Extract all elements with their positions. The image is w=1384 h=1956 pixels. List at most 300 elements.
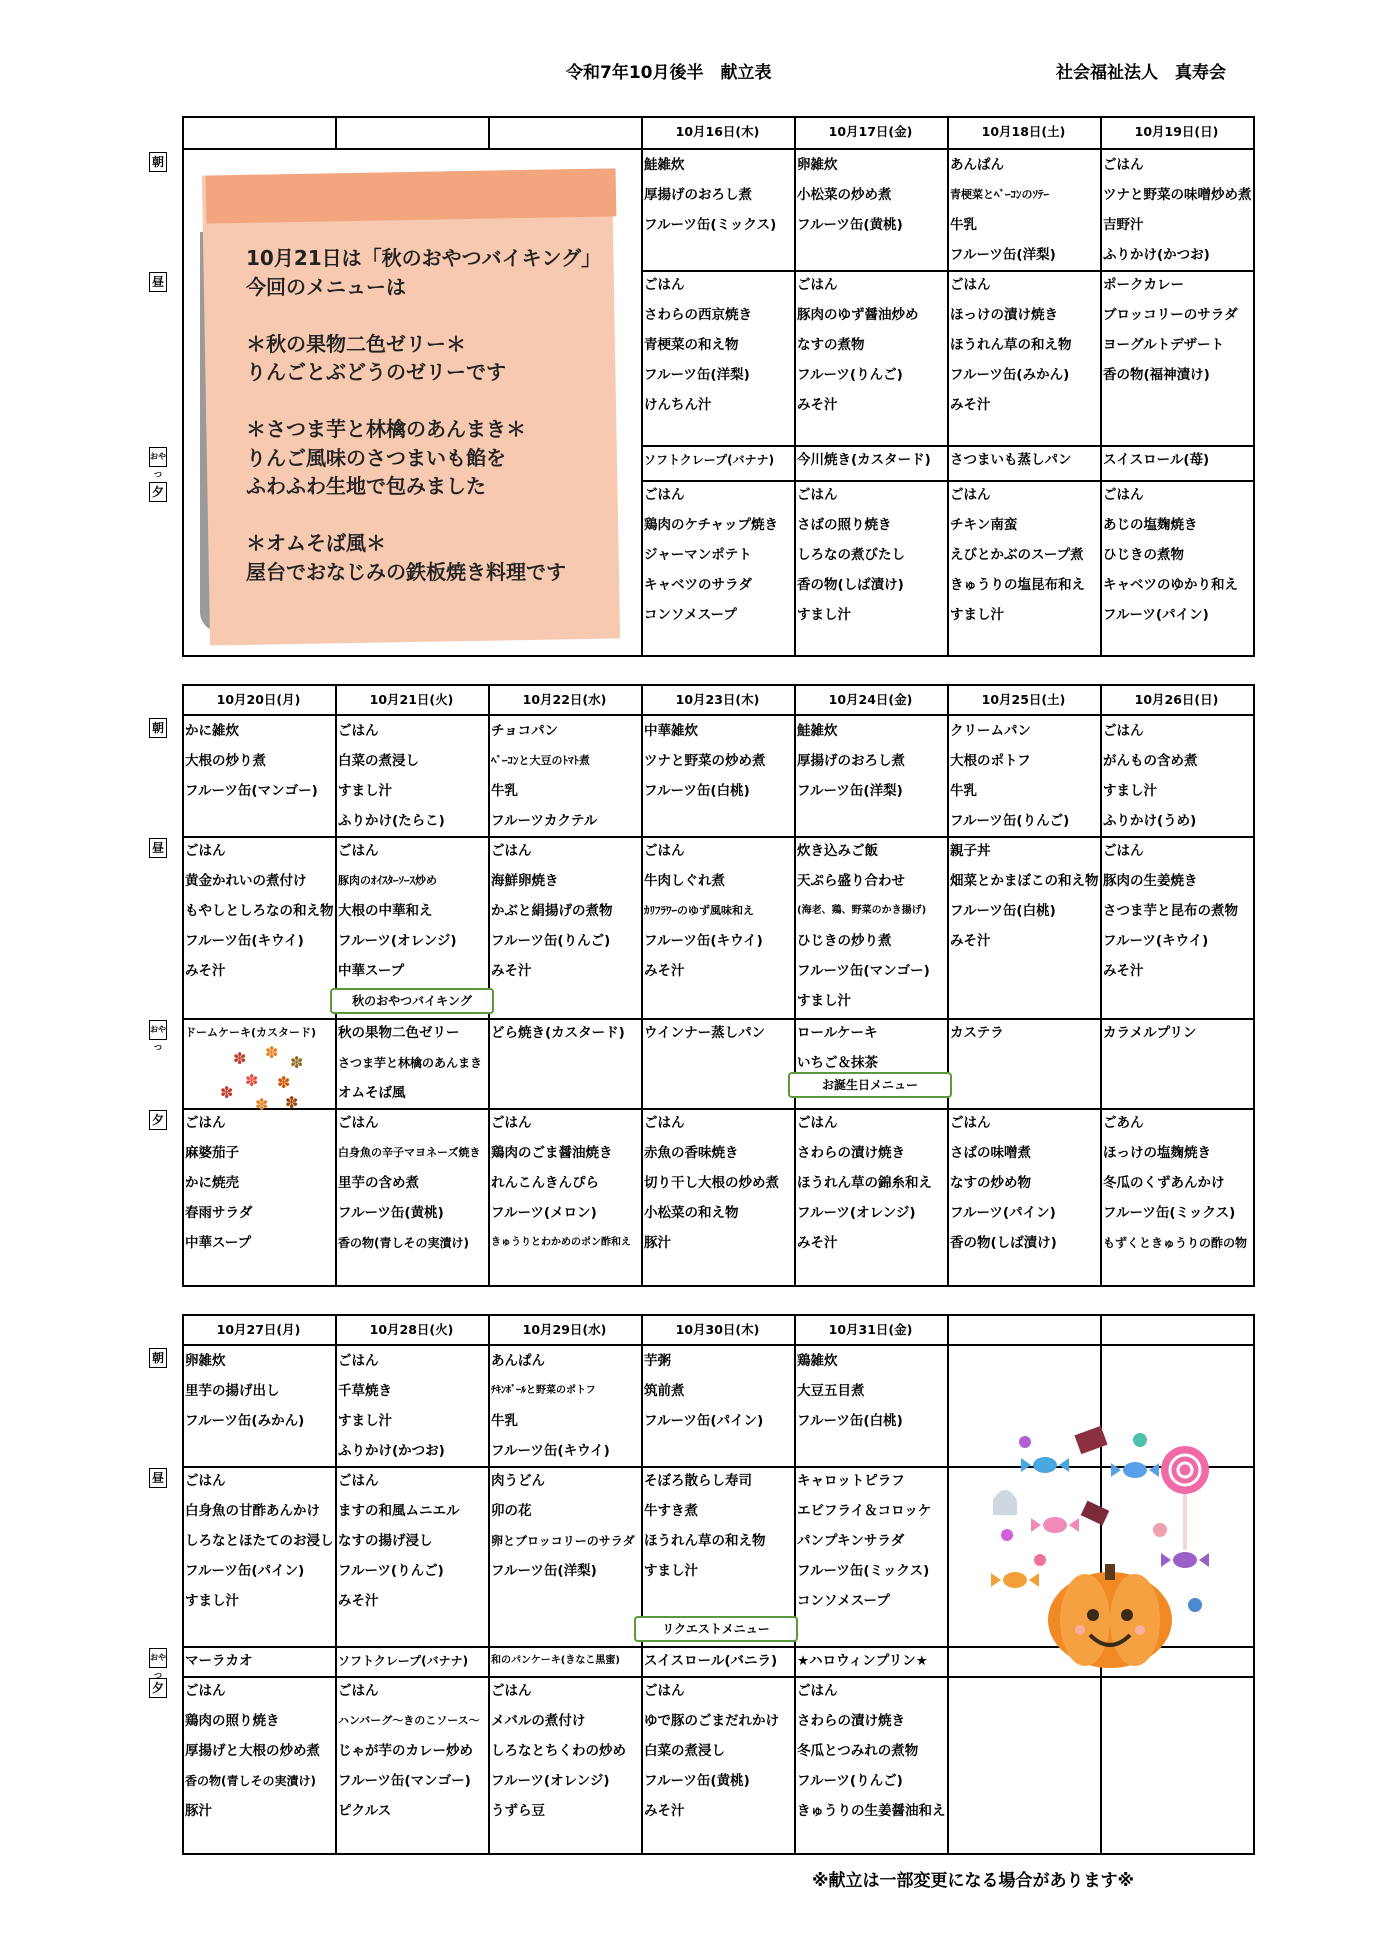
menu-item: ゆで豚のごまだれかけ (644, 1713, 779, 1729)
organization-name: 社会福祉法人 真寿会 (1056, 63, 1226, 83)
menu-item: ヨーグルトデザート (1103, 337, 1225, 353)
row-label-breakfast: 朝 (149, 1348, 167, 1368)
menu-item: オムそば風 (338, 1085, 406, 1101)
menu-item: さつま芋と林檎のあんまき (338, 1056, 483, 1070)
menu-item: エビフライ＆コロッケ (797, 1503, 932, 1519)
lunch-cell (644, 836, 794, 986)
grid-line (335, 684, 337, 1285)
menu-item: みそ汁 (185, 963, 226, 979)
svg-text:✽: ✽ (290, 1053, 304, 1072)
menu-item: ひじきの炒り煮 (797, 933, 892, 949)
menu-item: ハンバーグ～きのこソース～ (338, 1714, 480, 1727)
menu-item: 中華スープ (338, 963, 405, 979)
menu-item: ごはん (491, 1115, 532, 1131)
menu-item: みそ汁 (338, 1593, 379, 1609)
menu-item: ソフトクレープ(バナナ) (644, 453, 775, 467)
row-label-breakfast: 朝 (149, 718, 167, 738)
menu-item: フルーツ缶(りんご) (491, 933, 611, 949)
menu-item: 今川焼き(カスタード) (797, 452, 931, 468)
dinner-cell (644, 480, 794, 630)
menu-item: ピクルス (338, 1803, 392, 1819)
menu-item: ごはん (185, 843, 226, 859)
snack-cell (491, 1018, 641, 1048)
menu-item: 親子丼 (950, 843, 991, 859)
memo-line: りんごとぶどうのゼリーです (246, 360, 506, 384)
menu-item: 白菜の煮浸し (644, 1743, 725, 1759)
row-label-dinner: 夕 (149, 482, 167, 502)
menu-item: フルーツ缶(洋梨) (950, 247, 1056, 263)
row-label-dinner: 夕 (149, 1678, 167, 1698)
day-header: 10月30日(木) (675, 1322, 760, 1337)
menu-item: ごはん (1103, 723, 1144, 739)
menu-item: フルーツ缶(みかん) (950, 367, 1070, 383)
memo-line (246, 387, 601, 416)
menu-item: 豚肉のｵｲｽﾀｰｿｰｽ炒め (338, 874, 437, 887)
menu-item: フルーツ缶(キウイ) (491, 1443, 610, 1459)
lunch-cell (644, 1466, 794, 1586)
menu-item: 大豆五目煮 (797, 1383, 865, 1399)
halloween-candy-illustration (985, 1400, 1225, 1670)
menu-item: フルーツ缶(洋梨) (797, 783, 903, 799)
day-header: 10月17日(金) (828, 124, 913, 139)
menu-item: 豚汁 (644, 1235, 671, 1251)
menu-item: チキン南蛮 (950, 517, 1018, 533)
menu-item: みそ汁 (644, 1803, 685, 1819)
menu-item: なすの炒め物 (950, 1175, 1031, 1191)
menu-item: 牛乳 (491, 1413, 518, 1429)
menu-item: フルーツ缶(マンゴー) (338, 1773, 471, 1789)
menu-item: ツナと野菜の味噌炒め煮 (1103, 187, 1252, 203)
ghost-candy-icon (993, 1490, 1017, 1515)
grid-line (794, 1314, 796, 1853)
day-header: 10月24日(金) (828, 692, 913, 707)
dinner-cell (185, 1676, 335, 1826)
menu-item: 青梗菜とﾍﾞｰｺﾝのｿﾃｰ (950, 188, 1049, 201)
snack-cell (185, 1646, 335, 1676)
grid-line (335, 1314, 337, 1853)
svg-text:✽: ✽ (245, 1071, 259, 1090)
menu-item: フルーツ缶(洋梨) (644, 367, 750, 383)
day-header: 10月22日(水) (522, 692, 607, 707)
menu-item: ごはん (1103, 843, 1144, 859)
row-label-snack: おやつ (149, 1020, 167, 1040)
menu-item: 大根の炒り煮 (185, 753, 266, 769)
lunch-cell (644, 270, 794, 420)
menu-item: あじの塩麹焼き (1103, 517, 1198, 533)
menu-item: フルーツ(キウイ) (1103, 933, 1209, 949)
dinner-cell (338, 1676, 488, 1826)
menu-item: ごはん (338, 1115, 379, 1131)
svg-text:✽: ✽ (233, 1049, 247, 1068)
memo-line: りんご風味のさつまいも餡を (246, 445, 506, 470)
menu-item: 里芋の含め煮 (338, 1175, 419, 1191)
dinner-cell (1103, 1108, 1253, 1258)
menu-item: 天ぷら盛り合わせ (797, 873, 905, 889)
menu-item: 鶏肉のケチャップ焼き (644, 517, 779, 533)
dinner-cell (338, 1108, 488, 1258)
menu-item: チョコパン (491, 723, 559, 739)
menu-item: パンプキンサラダ (797, 1533, 905, 1549)
menu-item: ごはん (491, 843, 532, 859)
page-title: 令和7年10月後半 献立表 (566, 63, 772, 83)
menu-item: ごはん (338, 1683, 379, 1699)
breakfast-cell (644, 1346, 794, 1436)
dinner-cell (491, 1108, 641, 1258)
menu-item: そぼろ散らし寿司 (644, 1473, 752, 1489)
day-header: 10月20日(月) (216, 692, 301, 707)
menu-item: もやしとしろなの和え物 (185, 903, 334, 919)
menu-item: ふりかけ(うめ) (1103, 813, 1197, 829)
dinner-cell (797, 480, 947, 630)
lunch-cell (950, 270, 1100, 420)
menu-item: けんちん汁 (644, 397, 712, 413)
menu-item: フルーツ(りんご) (797, 1773, 903, 1789)
lunch-cell (1103, 836, 1253, 986)
menu-item: すまし汁 (1103, 783, 1157, 799)
menu-item: ドームケーキ(カスタード) (185, 1026, 317, 1039)
menu-item: カラメルプリン (1103, 1025, 1197, 1041)
menu-item: ソフトクレープ(バナナ) (338, 1654, 469, 1668)
menu-item: れんこんきんぴら (491, 1175, 599, 1191)
menu-item: ﾁｷﾝﾎﾞｰﾙと野菜のポトフ (491, 1385, 596, 1396)
menu-item: フルーツ缶(黄桃) (644, 1773, 750, 1789)
menu-item: 切り干し大根の炒め煮 (644, 1175, 779, 1191)
menu-item: 鶏雑炊 (797, 1353, 838, 1369)
autumn-buffet-tag: 秋のおやつバイキング (330, 988, 494, 1014)
menu-item: あんぱん (491, 1353, 545, 1369)
memo-line: 10月21日は「秋のおやつバイキング」 (246, 246, 602, 270)
menu-item: ひじきの煮物 (1103, 547, 1184, 563)
menu-item: さばの照り焼き (797, 517, 892, 533)
menu-item: ごはん (644, 1683, 685, 1699)
menu-item: みそ汁 (644, 963, 685, 979)
menu-item: すまし汁 (950, 607, 1004, 623)
dinner-cell (644, 1108, 794, 1258)
row-label-dinner: 夕 (149, 1110, 167, 1130)
menu-item: フルーツ(りんご) (338, 1563, 444, 1579)
menu-item: 中華雑炊 (644, 723, 698, 739)
snack-cell (1103, 445, 1253, 475)
menu-item: フルーツ缶(白桃) (797, 1413, 903, 1429)
breakfast-cell (185, 1346, 335, 1436)
memo-line: ふわふわ生地で包みました (246, 474, 486, 498)
menu-item: (海老、鶏、野菜のかき揚げ) (797, 905, 927, 916)
menu-item: フルーツ缶(マンゴー) (185, 783, 318, 799)
snack-cell (644, 1646, 794, 1676)
menu-item: しろなとほたてのお浸し (185, 1533, 334, 1549)
menu-item: フルーツ(オレンジ) (797, 1205, 916, 1221)
menu-item: 鶏肉の照り焼き (185, 1713, 280, 1729)
menu-item: ごはん (185, 1473, 226, 1489)
menu-item: なすの煮物 (797, 337, 865, 353)
grid-line (1100, 116, 1102, 655)
snack-cell (950, 445, 1100, 475)
svg-text:✽: ✽ (285, 1093, 299, 1112)
menu-item: ごはん (491, 1683, 532, 1699)
svg-text:✽: ✽ (220, 1083, 234, 1102)
menu-item: 小松菜の和え物 (644, 1205, 739, 1221)
menu-item: コンソメスープ (797, 1593, 890, 1609)
menu-item: フルーツ(パイン) (1103, 607, 1209, 623)
menu-item: ツナと野菜の炒め煮 (644, 753, 766, 769)
menu-item: さつまいも蒸しパン (950, 452, 1072, 468)
lunch-cell (950, 836, 1100, 956)
menu-item: みそ汁 (950, 933, 991, 949)
menu-item: ごはん (797, 1683, 838, 1699)
lunch-cell (185, 836, 335, 986)
grid-line (488, 116, 490, 150)
grid-line (488, 1314, 490, 1853)
menu-item: キャベツのサラダ (644, 577, 752, 593)
menu-item: きゅうりの生姜醤油和え (797, 1803, 946, 1819)
menu-item: どら焼き(カスタード) (491, 1025, 625, 1041)
menu-item: 里芋の揚げ出し (185, 1383, 280, 1399)
grid-line (335, 116, 337, 150)
menu-item: 卵とブロッコリーのサラダ (491, 1534, 635, 1548)
menu-item: すまし汁 (644, 1563, 698, 1579)
menu-item: しろなとちくわの炒め (491, 1743, 626, 1759)
memo-line: 屋台でおなじみの鉄板焼き料理です (246, 559, 566, 584)
grid-line (947, 116, 949, 655)
menu-item: ごはん (797, 277, 838, 293)
dinner-cell (797, 1676, 947, 1826)
menu-item: 海鮮卵焼き (491, 873, 559, 889)
menu-item: 大根の中華和え (338, 903, 433, 919)
menu-item: 中華スープ (185, 1235, 252, 1251)
menu-item: フルーツ缶(マンゴー) (797, 963, 930, 979)
menu-item: フルーツ缶(キウイ) (185, 933, 304, 949)
menu-item: 肉うどん (491, 1473, 545, 1489)
menu-item: 香の物(しば漬け) (950, 1235, 1057, 1251)
menu-item: 豚肉のゆず醤油炒め (797, 307, 919, 323)
menu-item: ごはん (338, 843, 379, 859)
menu-item: 畑菜とかまぼこの和え物 (950, 873, 1099, 889)
menu-item: ごはん (644, 843, 685, 859)
menu-item: ごはん (950, 1115, 991, 1131)
menu-item: かに雑炊 (185, 723, 239, 739)
grid-line (794, 684, 796, 1285)
grid-line (641, 116, 643, 655)
lunch-cell (797, 270, 947, 420)
menu-item: さわらの漬け焼き (797, 1713, 905, 1729)
menu-item: ポークカレー (1103, 277, 1184, 293)
memo-line: ＊秋の果物二色ゼリー＊ (246, 331, 466, 356)
breakfast-cell (338, 716, 488, 836)
lunch-cell (338, 1466, 488, 1616)
menu-item: 黄金かれいの煮付け (185, 873, 307, 889)
menu-item: スイスロール(バニラ) (644, 1653, 778, 1669)
breakfast-cell (797, 1346, 947, 1436)
menu-item: みそ汁 (1103, 963, 1144, 979)
menu-item: ごはん (644, 277, 685, 293)
menu-item: 卯の花 (491, 1503, 532, 1519)
dinner-cell (797, 1108, 947, 1258)
breakfast-cell (950, 150, 1100, 270)
menu-item: 鮭雑炊 (644, 157, 685, 173)
autumn-leaves-icon (205, 1042, 315, 1122)
menu-item: フルーツ缶(黄桃) (797, 217, 903, 233)
request-menu-tag: リクエストメニュー (634, 1616, 798, 1642)
row-label-breakfast: 朝 (149, 152, 167, 172)
dinner-cell (950, 480, 1100, 630)
memo-note (196, 172, 626, 648)
menu-item: ほっけの塩麹焼き (1103, 1145, 1211, 1161)
lunch-cell (491, 1466, 641, 1586)
menu-item: メバルの煮付け (491, 1713, 586, 1729)
row-label-lunch: 昼 (149, 1468, 167, 1488)
snack-cell (797, 1018, 947, 1078)
menu-item: 厚揚げと大根の炒め煮 (185, 1743, 320, 1759)
menu-item: ますの和風ムニエル (338, 1503, 460, 1519)
menu-item: 白菜の煮浸し (338, 753, 419, 769)
menu-item: ごはん (338, 1353, 379, 1369)
dinner-cell (1103, 480, 1253, 630)
menu-item: カステラ (950, 1025, 1004, 1041)
menu-item: 筑前煮 (644, 1383, 685, 1399)
menu-item: さばの味噌煮 (950, 1145, 1031, 1161)
lunch-cell (1103, 270, 1253, 390)
menu-item: きゅうりの塩昆布和え (950, 577, 1085, 593)
menu-item: みそ汁 (491, 963, 532, 979)
breakfast-cell (644, 150, 794, 240)
day-header: 10月27日(月) (216, 1322, 301, 1337)
grid-line (1100, 684, 1102, 1285)
snack-cell (1103, 1018, 1253, 1048)
menu-item: 豚汁 (185, 1803, 212, 1819)
menu-item: フルーツ缶(みかん) (185, 1413, 305, 1429)
menu-item: がんもの含め煮 (1103, 753, 1198, 769)
lunch-cell (185, 1466, 335, 1616)
menu-item: 牛乳 (950, 217, 977, 233)
memo-line: 今回のメニューは (246, 274, 406, 299)
menu-item: ごはん (644, 487, 685, 503)
menu-item: 炊き込みご飯 (797, 843, 878, 859)
breakfast-cell (491, 716, 641, 836)
grid-line (947, 684, 949, 1285)
menu-item: すまし汁 (797, 607, 851, 623)
menu-item: なすの揚げ浸し (338, 1533, 433, 1549)
menu-item: ほうれん草の和え物 (644, 1533, 766, 1549)
menu-item: さわらの漬け焼き (797, 1145, 905, 1161)
menu-item: みそ汁 (797, 1235, 838, 1251)
memo-line (246, 501, 601, 530)
menu-item: 冬瓜のくずあんかけ (1103, 1175, 1225, 1191)
menu-item: フルーツ(りんご) (797, 367, 903, 383)
breakfast-cell (491, 1346, 641, 1466)
grid-line (947, 1314, 949, 1853)
menu-item: フルーツ缶(ミックス) (1103, 1205, 1236, 1221)
menu-item: 冬瓜とつみれの煮物 (797, 1743, 919, 1759)
row-label-snack: おやつ (149, 447, 167, 467)
menu-item: 牛乳 (950, 783, 977, 799)
snack-cell (644, 1018, 794, 1048)
day-header: 10月29日(水) (522, 1322, 607, 1337)
menu-item: 厚揚げのおろし煮 (797, 753, 905, 769)
menu-item: ほうれん草の和え物 (950, 337, 1072, 353)
menu-item: フルーツ(オレンジ) (338, 933, 457, 949)
day-header: 10月28日(火) (369, 1322, 454, 1337)
menu-item: キャロットピラフ (797, 1473, 905, 1489)
menu-item: フルーツ缶(ミックス) (644, 217, 777, 233)
menu-item: 赤魚の香味焼き (644, 1145, 739, 1161)
menu-item: すまし汁 (185, 1593, 239, 1609)
snack-cell (644, 445, 794, 475)
menu-item: コンソメスープ (644, 607, 737, 623)
menu-item: ふりかけ(かつお) (1103, 247, 1210, 263)
snack-cell (797, 1646, 947, 1676)
menu-item: ごはん (185, 1115, 226, 1131)
snack-cell (797, 445, 947, 475)
menu-item: きゅうりとわかめのポン酢和え (491, 1237, 631, 1248)
snack-cell (950, 1018, 1100, 1048)
menu-item: スイスロール(苺) (1103, 452, 1210, 468)
menu-item: フルーツ缶(白桃) (950, 903, 1056, 919)
menu-item: もずくときゅうりの酢の物 (1103, 1236, 1248, 1250)
menu-item: ごはん (950, 277, 991, 293)
menu-item: ごあん (1103, 1115, 1144, 1131)
menu-item: ごはん (797, 487, 838, 503)
menu-item: 麻婆茄子 (185, 1145, 239, 1161)
menu-item: フルーツカクテル (491, 813, 598, 829)
menu-item: ごはん (797, 1115, 838, 1131)
dinner-cell (491, 1676, 641, 1826)
menu-item: あんぱん (950, 157, 1004, 173)
menu-item: すまし汁 (338, 1413, 392, 1429)
menu-item: ほっけの漬け焼き (950, 307, 1058, 323)
memo-line (246, 301, 601, 330)
menu-item: 白身魚の辛子マヨネーズ焼き (338, 1146, 481, 1159)
row-label-lunch: 昼 (149, 272, 167, 292)
breakfast-cell (1103, 150, 1253, 270)
menu-item: じゃが芋のカレー炒め (338, 1743, 473, 1759)
menu-item: 白身魚の甘酢あんかけ (185, 1503, 320, 1519)
lunch-cell (338, 836, 488, 986)
menu-item: 青梗菜の和え物 (644, 337, 739, 353)
menu-item: ごはん (1103, 487, 1144, 503)
menu-item: ブロッコリーのサラダ (1103, 307, 1238, 323)
menu-item: 牛肉しぐれ煮 (644, 873, 725, 889)
menu-item: 卵雑炊 (797, 157, 838, 173)
menu-item: みそ汁 (797, 397, 838, 413)
menu-item: 鶏肉のごま醤油焼き (491, 1145, 613, 1161)
breakfast-cell (797, 150, 947, 240)
menu-item: さつま芋と昆布の煮物 (1103, 903, 1238, 919)
breakfast-cell (1103, 716, 1253, 836)
menu-item: ごはん (338, 723, 379, 739)
menu-item: 春雨サラダ (185, 1205, 253, 1221)
menu-item: フルーツ缶(白桃) (644, 783, 750, 799)
day-header: 10月23日(木) (675, 692, 760, 707)
menu-item: 秋の果物二色ゼリー (338, 1025, 460, 1041)
grid-line (641, 1314, 643, 1853)
day-header: 10月26日(日) (1134, 692, 1219, 707)
breakfast-cell (644, 716, 794, 806)
menu-item: フルーツ缶(パイン) (185, 1563, 305, 1579)
snack-cell (491, 1646, 641, 1676)
menu-item: フルーツ(メロン) (491, 1205, 597, 1221)
row-label-snack: おやつ (149, 1648, 167, 1668)
lunch-cell (797, 836, 947, 1016)
day-header: 10月21日(火) (369, 692, 454, 707)
menu-item: いちご＆抹茶 (797, 1055, 878, 1071)
breakfast-cell (185, 716, 335, 806)
menu-item: うずら豆 (491, 1803, 545, 1819)
menu-item: 牛すき煮 (644, 1503, 698, 1519)
day-header: 10月16日(木) (675, 124, 760, 139)
menu-item: フルーツ缶(キウイ) (644, 933, 763, 949)
lunch-cell (491, 836, 641, 986)
menu-item: ごはん (338, 1473, 379, 1489)
